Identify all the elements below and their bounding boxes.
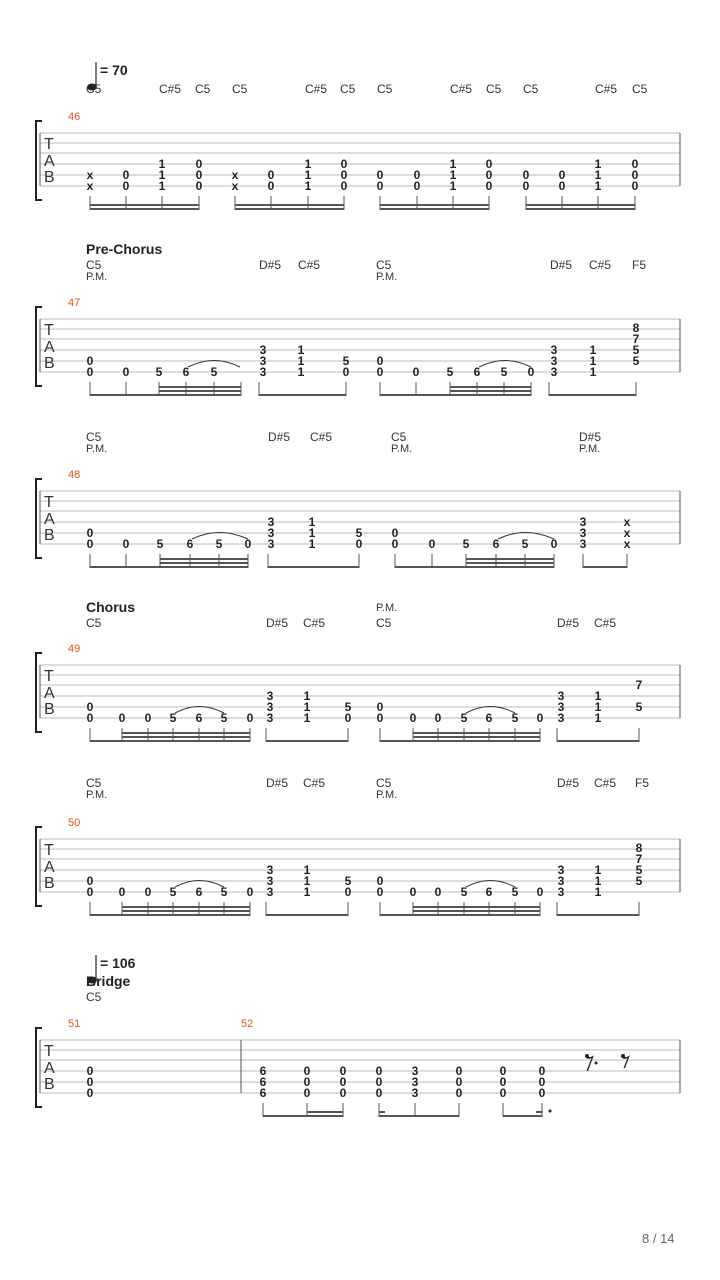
- svg-text:0: 0: [86, 1075, 94, 1089]
- svg-text:A: A: [44, 511, 55, 528]
- svg-text:T: T: [44, 322, 54, 339]
- chord-label: C5: [340, 82, 356, 96]
- svg-text:0: 0: [86, 354, 94, 368]
- chord-label: C#5: [159, 82, 182, 96]
- chord-label: C5: [86, 990, 102, 1004]
- svg-text:0: 0: [344, 711, 352, 725]
- svg-text:6: 6: [473, 365, 481, 379]
- svg-text:0: 0: [246, 885, 254, 899]
- svg-text:0: 0: [376, 354, 384, 368]
- svg-text:1: 1: [308, 526, 316, 540]
- svg-text:0: 0: [499, 1075, 507, 1089]
- palm-mute-label: P.M.: [376, 271, 398, 283]
- svg-text:0: 0: [195, 157, 203, 171]
- svg-text:0: 0: [340, 157, 348, 171]
- svg-text:6: 6: [259, 1064, 267, 1078]
- svg-text:1: 1: [594, 168, 602, 182]
- svg-text:3: 3: [259, 365, 267, 379]
- tab-staff: [30, 824, 690, 924]
- svg-text:0: 0: [455, 1075, 463, 1089]
- svg-text:0: 0: [485, 179, 493, 193]
- svg-text:5: 5: [632, 354, 640, 368]
- svg-text:T: T: [44, 494, 54, 511]
- svg-text:0: 0: [344, 885, 352, 899]
- svg-text:1: 1: [449, 157, 457, 171]
- svg-text:1: 1: [594, 700, 602, 714]
- svg-text:1: 1: [304, 168, 312, 182]
- palm-mute-label: P.M.: [376, 789, 398, 801]
- tab-staff: [30, 118, 690, 218]
- svg-text:1: 1: [589, 365, 597, 379]
- svg-text:7: 7: [635, 678, 643, 692]
- svg-text:3: 3: [579, 537, 587, 551]
- svg-text:x: x: [86, 179, 94, 193]
- svg-text:0: 0: [376, 168, 384, 182]
- svg-text:1: 1: [304, 179, 312, 193]
- svg-text:5: 5: [215, 537, 223, 551]
- chord-label: C#5: [594, 616, 617, 630]
- chord-label: C#5: [303, 776, 326, 790]
- chord-label: D#5: [259, 258, 282, 272]
- svg-text:0: 0: [631, 157, 639, 171]
- measure-number: 51: [68, 1018, 81, 1030]
- svg-text:1: 1: [303, 711, 311, 725]
- chord-label: D#5: [550, 258, 573, 272]
- svg-text:3: 3: [266, 700, 274, 714]
- svg-text:0: 0: [522, 168, 530, 182]
- svg-text:0: 0: [376, 874, 384, 888]
- svg-text:0: 0: [434, 711, 442, 725]
- svg-text:0: 0: [244, 537, 252, 551]
- svg-text:0: 0: [485, 157, 493, 171]
- measure-number: 48: [68, 469, 81, 481]
- chord-label: C#5: [310, 430, 333, 444]
- svg-text:B: B: [44, 875, 55, 892]
- svg-text:A: A: [44, 153, 55, 170]
- palm-mute-label: P.M.: [86, 271, 108, 283]
- svg-text:5: 5: [460, 711, 468, 725]
- chord-label: C5: [86, 616, 102, 630]
- svg-text:0: 0: [86, 526, 94, 540]
- chord-label: C5: [232, 82, 248, 96]
- svg-text:3: 3: [550, 365, 558, 379]
- svg-text:0: 0: [558, 168, 566, 182]
- measure-number: 46: [68, 111, 81, 123]
- chord-label: C5: [391, 430, 407, 444]
- svg-text:3: 3: [259, 354, 267, 368]
- svg-text:T: T: [44, 668, 54, 685]
- svg-text:1: 1: [594, 179, 602, 193]
- svg-text:3: 3: [411, 1075, 419, 1089]
- svg-text:0: 0: [376, 365, 384, 379]
- svg-text:0: 0: [86, 711, 94, 725]
- chord-label: C#5: [589, 258, 612, 272]
- measure-number: 50: [68, 817, 81, 829]
- tempo-text: = 70: [100, 62, 128, 78]
- chord-label: D#5: [557, 776, 580, 790]
- svg-text:0: 0: [246, 711, 254, 725]
- section-label: Bridge: [86, 973, 131, 989]
- svg-text:5: 5: [355, 526, 363, 540]
- svg-text:1: 1: [594, 711, 602, 725]
- svg-text:0: 0: [376, 179, 384, 193]
- svg-text:A: A: [44, 339, 55, 356]
- svg-text:0: 0: [86, 365, 94, 379]
- section-label: Pre-Chorus: [86, 241, 163, 257]
- svg-text:1: 1: [449, 179, 457, 193]
- svg-text:1: 1: [303, 689, 311, 703]
- svg-text:3: 3: [557, 700, 565, 714]
- svg-text:T: T: [44, 842, 54, 859]
- svg-text:1: 1: [308, 537, 316, 551]
- svg-text:3: 3: [266, 863, 274, 877]
- svg-text:0: 0: [86, 700, 94, 714]
- svg-text:0: 0: [303, 1075, 311, 1089]
- svg-text:0: 0: [455, 1086, 463, 1100]
- palm-mute-label: P.M.: [376, 602, 398, 614]
- svg-text:1: 1: [303, 700, 311, 714]
- svg-text:5: 5: [460, 885, 468, 899]
- svg-text:A: A: [44, 1060, 55, 1077]
- svg-text:0: 0: [375, 1075, 383, 1089]
- svg-text:1: 1: [589, 343, 597, 357]
- svg-text:0: 0: [303, 1064, 311, 1078]
- svg-text:5: 5: [511, 711, 519, 725]
- svg-text:0: 0: [267, 179, 275, 193]
- chord-label: C5: [376, 776, 392, 790]
- svg-text:1: 1: [303, 874, 311, 888]
- svg-text:7: 7: [635, 852, 643, 866]
- svg-text:3: 3: [266, 874, 274, 888]
- svg-text:3: 3: [259, 343, 267, 357]
- svg-text:1: 1: [158, 157, 166, 171]
- svg-text:0: 0: [536, 885, 544, 899]
- svg-text:5: 5: [155, 365, 163, 379]
- svg-text:3: 3: [557, 885, 565, 899]
- rest-icon: [585, 1054, 598, 1071]
- svg-text:0: 0: [355, 537, 363, 551]
- svg-text:0: 0: [409, 885, 417, 899]
- svg-text:0: 0: [86, 1064, 94, 1078]
- svg-text:3: 3: [579, 515, 587, 529]
- svg-text:0: 0: [118, 885, 126, 899]
- svg-text:0: 0: [195, 179, 203, 193]
- svg-text:0: 0: [376, 700, 384, 714]
- svg-text:0: 0: [485, 168, 493, 182]
- svg-text:5: 5: [220, 885, 228, 899]
- section-label: Chorus: [86, 599, 135, 615]
- svg-text:5: 5: [446, 365, 454, 379]
- svg-text:5: 5: [462, 537, 470, 551]
- svg-text:0: 0: [434, 885, 442, 899]
- chord-label: D#5: [266, 776, 289, 790]
- svg-text:1: 1: [594, 863, 602, 877]
- svg-text:5: 5: [344, 874, 352, 888]
- svg-text:0: 0: [86, 885, 94, 899]
- svg-text:x: x: [623, 537, 631, 551]
- svg-text:5: 5: [635, 874, 643, 888]
- svg-text:6: 6: [492, 537, 500, 551]
- svg-text:0: 0: [342, 365, 350, 379]
- svg-text:5: 5: [210, 365, 218, 379]
- svg-text:3: 3: [267, 526, 275, 540]
- palm-mute-label: P.M.: [86, 443, 108, 455]
- svg-text:0: 0: [144, 711, 152, 725]
- svg-text:0: 0: [550, 537, 558, 551]
- svg-text:3: 3: [266, 885, 274, 899]
- svg-text:0: 0: [413, 179, 421, 193]
- svg-text:x: x: [623, 515, 631, 529]
- svg-text:0: 0: [536, 711, 544, 725]
- chord-label: C5: [86, 430, 102, 444]
- svg-text:x: x: [231, 179, 239, 193]
- svg-text:6: 6: [182, 365, 190, 379]
- svg-text:0: 0: [527, 365, 535, 379]
- svg-text:0: 0: [86, 1086, 94, 1100]
- rest-icon: [621, 1054, 630, 1068]
- chord-label: C5: [632, 82, 648, 96]
- svg-text:x: x: [86, 168, 94, 182]
- svg-text:5: 5: [511, 885, 519, 899]
- svg-text:3: 3: [550, 343, 558, 357]
- svg-text:0: 0: [122, 537, 130, 551]
- svg-text:0: 0: [122, 179, 130, 193]
- svg-text:5: 5: [632, 343, 640, 357]
- svg-text:8: 8: [635, 841, 643, 855]
- page-number: 8 / 14: [642, 1231, 675, 1246]
- chord-label: D#5: [268, 430, 291, 444]
- svg-text:0: 0: [631, 179, 639, 193]
- svg-text:0: 0: [631, 168, 639, 182]
- tab-staff: [30, 650, 690, 750]
- svg-text:0: 0: [86, 874, 94, 888]
- svg-text:6: 6: [485, 711, 493, 725]
- svg-text:3: 3: [266, 689, 274, 703]
- chord-label: D#5: [557, 616, 580, 630]
- svg-text:3: 3: [557, 711, 565, 725]
- svg-text:0: 0: [375, 1064, 383, 1078]
- svg-text:3: 3: [557, 689, 565, 703]
- svg-text:1: 1: [594, 157, 602, 171]
- svg-text:B: B: [44, 355, 55, 372]
- svg-text:0: 0: [376, 885, 384, 899]
- chord-label: C5: [486, 82, 502, 96]
- svg-text:6: 6: [186, 537, 194, 551]
- svg-text:1: 1: [308, 515, 316, 529]
- chord-label: C5: [86, 82, 102, 96]
- chord-label: C#5: [595, 82, 618, 96]
- chord-label: C#5: [298, 258, 321, 272]
- svg-text:0: 0: [538, 1064, 546, 1078]
- svg-text:T: T: [44, 1043, 54, 1060]
- svg-text:0: 0: [376, 711, 384, 725]
- svg-text:6: 6: [259, 1075, 267, 1089]
- svg-text:3: 3: [557, 874, 565, 888]
- svg-text:0: 0: [118, 711, 126, 725]
- svg-text:0: 0: [122, 365, 130, 379]
- svg-text:B: B: [44, 701, 55, 718]
- svg-text:1: 1: [297, 354, 305, 368]
- chord-label: C5: [86, 258, 102, 272]
- svg-text:0: 0: [340, 168, 348, 182]
- palm-mute-label: P.M.: [391, 443, 413, 455]
- chord-label: D#5: [266, 616, 289, 630]
- svg-text:0: 0: [499, 1086, 507, 1100]
- chord-label: F5: [635, 776, 650, 790]
- tab-staff: [30, 1025, 690, 1125]
- svg-text:0: 0: [267, 168, 275, 182]
- svg-text:3: 3: [267, 515, 275, 529]
- svg-text:0: 0: [195, 168, 203, 182]
- svg-text:3: 3: [267, 537, 275, 551]
- svg-text:0: 0: [144, 885, 152, 899]
- svg-text:6: 6: [195, 711, 203, 725]
- svg-text:1: 1: [158, 168, 166, 182]
- svg-text:1: 1: [303, 863, 311, 877]
- chord-label: C5: [377, 82, 393, 96]
- svg-text:0: 0: [428, 537, 436, 551]
- palm-mute-label: P.M.: [86, 789, 108, 801]
- chord-label: C#5: [303, 616, 326, 630]
- svg-text:B: B: [44, 527, 55, 544]
- svg-text:0: 0: [412, 365, 420, 379]
- svg-text:7: 7: [632, 332, 640, 346]
- svg-text:0: 0: [538, 1075, 546, 1089]
- tempo-text: = 106: [100, 955, 136, 971]
- chord-label: D#5: [579, 430, 602, 444]
- svg-text:1: 1: [297, 365, 305, 379]
- svg-text:0: 0: [375, 1086, 383, 1100]
- svg-text:0: 0: [86, 537, 94, 551]
- svg-text:1: 1: [594, 885, 602, 899]
- svg-text:6: 6: [485, 885, 493, 899]
- svg-text:3: 3: [579, 526, 587, 540]
- tab-staff: [30, 476, 690, 576]
- measure-number: 52: [241, 1018, 254, 1030]
- svg-text:5: 5: [635, 700, 643, 714]
- svg-text:x: x: [623, 526, 631, 540]
- svg-text:6: 6: [259, 1086, 267, 1100]
- svg-text:5: 5: [500, 365, 508, 379]
- svg-text:5: 5: [521, 537, 529, 551]
- svg-text:1: 1: [158, 179, 166, 193]
- svg-text:0: 0: [413, 168, 421, 182]
- chord-label: C5: [195, 82, 211, 96]
- svg-text:5: 5: [344, 700, 352, 714]
- chord-label: F5: [632, 258, 647, 272]
- chord-label: C5: [523, 82, 539, 96]
- svg-text:0: 0: [122, 168, 130, 182]
- svg-text:0: 0: [391, 537, 399, 551]
- measure-number: 49: [68, 643, 81, 655]
- svg-text:3: 3: [266, 711, 274, 725]
- svg-text:1: 1: [589, 354, 597, 368]
- svg-text:5: 5: [169, 711, 177, 725]
- svg-text:0: 0: [303, 1086, 311, 1100]
- svg-text:0: 0: [391, 526, 399, 540]
- svg-text:3: 3: [550, 354, 558, 368]
- svg-text:1: 1: [304, 157, 312, 171]
- svg-text:5: 5: [169, 885, 177, 899]
- svg-text:0: 0: [340, 179, 348, 193]
- svg-text:6: 6: [195, 885, 203, 899]
- svg-text:0: 0: [558, 179, 566, 193]
- svg-text:0: 0: [538, 1086, 546, 1100]
- chord-label: C#5: [450, 82, 473, 96]
- svg-text:1: 1: [449, 168, 457, 182]
- svg-text:5: 5: [220, 711, 228, 725]
- palm-mute-label: P.M.: [579, 443, 601, 455]
- chord-label: C5: [376, 258, 392, 272]
- chord-label: C5: [86, 776, 102, 790]
- chord-label: C#5: [594, 776, 617, 790]
- svg-text:A: A: [44, 859, 55, 876]
- svg-text:5: 5: [342, 354, 350, 368]
- svg-text:A: A: [44, 685, 55, 702]
- tab-staff: [30, 304, 690, 404]
- svg-text:0: 0: [499, 1064, 507, 1078]
- svg-text:x: x: [231, 168, 239, 182]
- svg-text:0: 0: [409, 711, 417, 725]
- svg-text:0: 0: [339, 1064, 347, 1078]
- svg-text:0: 0: [455, 1064, 463, 1078]
- svg-text:1: 1: [297, 343, 305, 357]
- svg-text:B: B: [44, 1076, 55, 1093]
- svg-text:0: 0: [339, 1086, 347, 1100]
- svg-text:T: T: [44, 136, 54, 153]
- svg-text:1: 1: [594, 874, 602, 888]
- svg-text:0: 0: [522, 179, 530, 193]
- svg-text:8: 8: [632, 321, 640, 335]
- svg-text:0: 0: [339, 1075, 347, 1089]
- svg-text:3: 3: [557, 863, 565, 877]
- svg-text:1: 1: [303, 885, 311, 899]
- measure-number: 47: [68, 297, 81, 309]
- svg-text:3: 3: [411, 1064, 419, 1078]
- svg-text:B: B: [44, 169, 55, 186]
- chord-label: C5: [376, 616, 392, 630]
- svg-text:1: 1: [594, 689, 602, 703]
- chord-label: C#5: [305, 82, 328, 96]
- svg-text:5: 5: [156, 537, 164, 551]
- svg-text:3: 3: [411, 1086, 419, 1100]
- svg-text:5: 5: [635, 863, 643, 877]
